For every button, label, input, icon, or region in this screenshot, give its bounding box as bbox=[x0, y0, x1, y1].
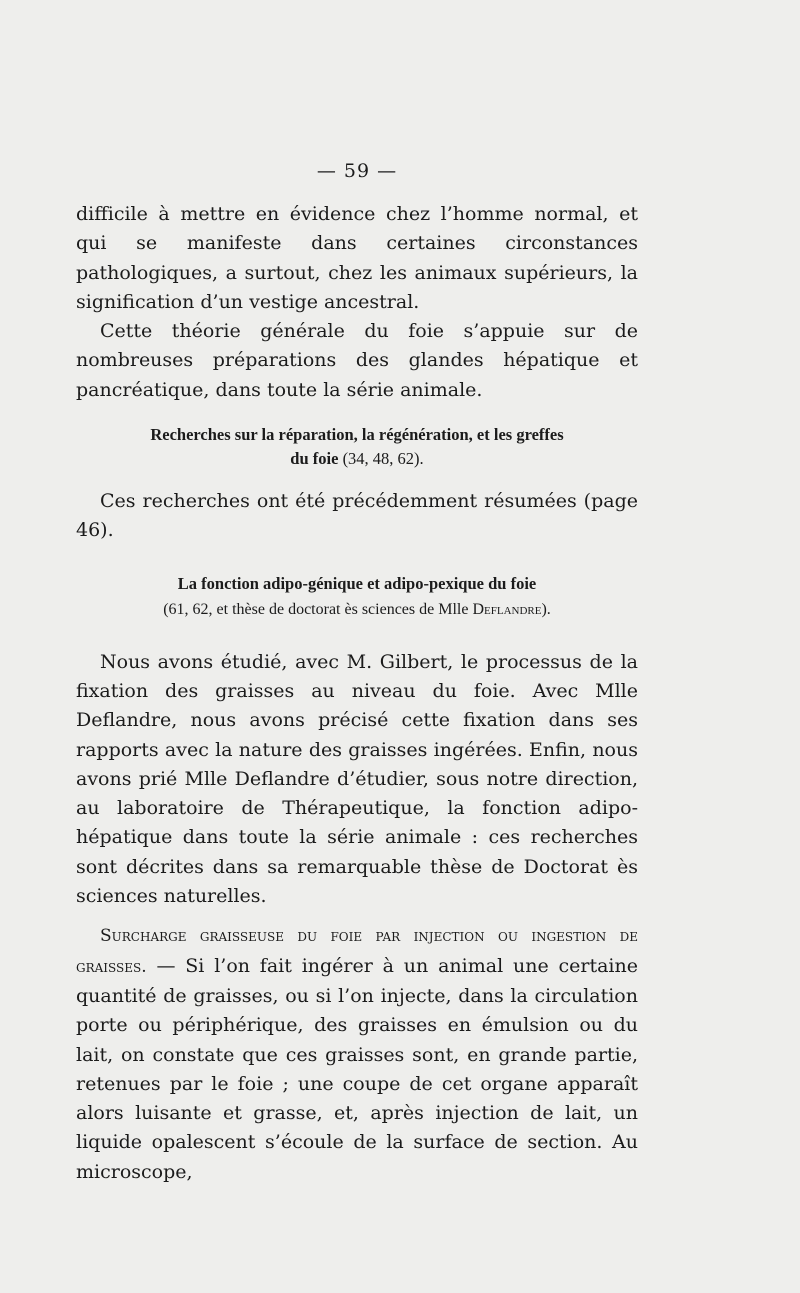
refs-author-name: Deflandre bbox=[472, 600, 542, 618]
section-heading-line-1: Recherches sur la réparation, la régénération, et les greffes bbox=[150, 425, 564, 445]
paragraph-5 bbox=[76, 921, 638, 1187]
paragraph-1: difficile à mettre en évidence chez l’homme normal, et qui se manifeste dans certaines circonstances pathologiques, a surtout, chez les animaux supérieurs, la signification d’un vestige ancestral. bbox=[76, 203, 638, 313]
paragraph-5-body: — Si l’on fait ingérer à un animal une certaine quantité de graisses, ou si l’on injecte, dans la circulation porte ou périphérique, des graisses en émulsion ou du lait, on constate que ces graisses sont, en grande partie, retenues par le foie ; une coupe de cet organe apparaît alors luisante et grasse, et, après injection de lait, un liquide opalescent s’écoule de la surface de section. Au microscope, bbox=[76, 954, 638, 1183]
paragraph-5-heading: Surcharge graisseuse du foie par injection ou ingestion de graisses. bbox=[76, 926, 638, 977]
refs-suffix: ). bbox=[541, 600, 551, 618]
paragraph-2: Cette théorie générale du foie s’appuie sur de nombreuses préparations des glandes hépatique et pancréatique, dans toute la série animale. bbox=[76, 320, 638, 401]
section-refs-adipo bbox=[76, 598, 638, 622]
section-heading-line-2 bbox=[76, 447, 638, 471]
refs-prefix: (61, 62, et thèse de doctorat ès sciences de Mlle bbox=[163, 600, 469, 618]
section-heading-refs: (34, 48, 62). bbox=[342, 449, 424, 469]
section-heading-adipo: La fonction adipo-génique et adipo-pexique du foie bbox=[177, 573, 537, 593]
paragraph-3: Ces recherches ont été précédemment résumées (page 46). bbox=[76, 490, 638, 542]
page-number: — 59 — bbox=[316, 160, 398, 182]
section-heading-regeneration bbox=[76, 423, 638, 471]
section-heading-line-2-text: du foie bbox=[290, 449, 339, 469]
page-content bbox=[76, 160, 638, 1187]
paragraph-4: Nous avons étudié, avec M. Gilbert, le processus de la fixation des graisses au niveau du foie. Avec Mlle Deflandre, nous avons précisé cette fixation dans ses rapports avec la nature des graisses ingérées. Enfin, nous avons prié Mlle Deflandre d’étudier, sous notre direction, au laboratoire de Thérapeutique, la fonction adipo-hépatique dans toute la série animale : ces recherches sont décrites dans sa remarquable thèse de Doctorat ès sciences naturelles. bbox=[76, 650, 638, 908]
